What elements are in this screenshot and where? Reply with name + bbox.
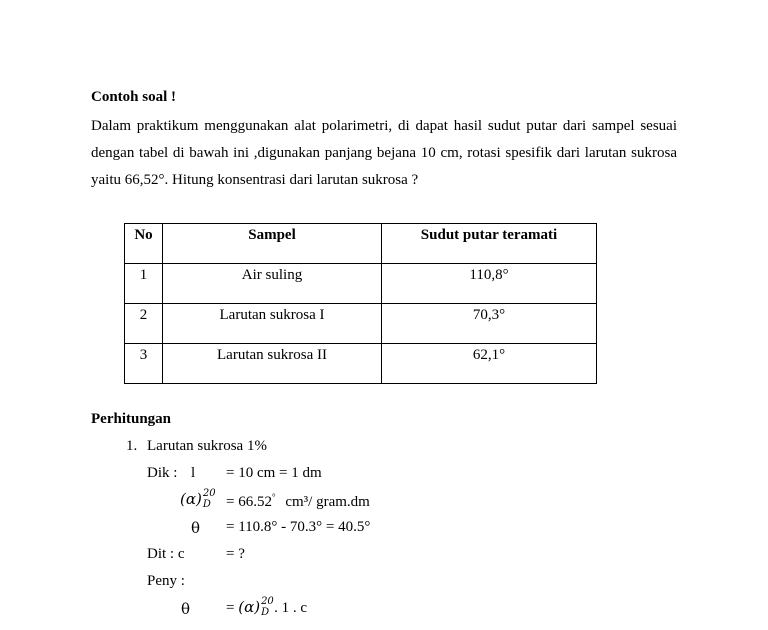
length-value: = 10 cm = 1 dm — [226, 465, 322, 481]
given-label: Dik : — [147, 465, 178, 481]
table-cell-angle: 110,8° — [382, 264, 597, 304]
item-title: Larutan sukrosa 1% — [147, 438, 267, 454]
table-cell-sample: Air suling — [163, 264, 382, 304]
table-header-angle: Sudut putar teramati — [382, 224, 597, 264]
item-number: 1. — [126, 438, 138, 454]
formula-rhs — [226, 595, 307, 618]
formula-sub: D — [261, 606, 270, 618]
problem-paragraph: Dalam praktikum menggunakan alat polarimetri, di dapat hasil sudut putar dari sampel sesuai dengan tabel di bawah ini ,digunakan panjang bejana 10 cm, rotasi spesifik dari larutan sukrosa yaitu 66,52°. Hitung konsentrasi dari larutan sukrosa ? — [91, 118, 677, 188]
sample-table — [124, 223, 597, 384]
table-header-sample: Sampel — [163, 224, 382, 264]
asked-value: = ? — [226, 546, 245, 562]
alpha-symbol: (α) — [180, 490, 202, 508]
table-cell-sample: Larutan sukrosa I — [163, 304, 382, 344]
asked-label: Dit : c — [147, 546, 185, 562]
solution-label: Peny : — [147, 573, 185, 589]
theta-value: = 110.8° - 70.3° = 40.5° — [226, 519, 371, 535]
table-cell-sample: Larutan sukrosa II — [163, 344, 382, 384]
specific-rotation-symbol — [180, 487, 216, 510]
table-row — [125, 264, 597, 304]
calculation-heading: Perhitungan — [91, 411, 172, 427]
alpha-unit: cm³/ gram.dm — [285, 494, 370, 510]
table-row — [125, 304, 597, 344]
formula-theta: θ — [181, 600, 191, 618]
alpha-degree: ° — [271, 492, 276, 502]
formula-sup-sub — [260, 595, 274, 618]
table-cell-angle: 70,3° — [382, 304, 597, 344]
table-row — [125, 344, 597, 384]
length-symbol: l — [191, 465, 196, 481]
alpha-sub: D — [202, 498, 211, 510]
alpha-sup-sub — [202, 487, 216, 510]
table-cell-no: 3 — [125, 344, 163, 384]
alpha-value: = 66.52 — [226, 494, 272, 510]
table-header-no: No — [125, 224, 163, 264]
formula-rest: . 1 . c — [274, 600, 307, 616]
alpha-sup: 20 — [202, 487, 216, 499]
table-header-row — [125, 224, 597, 264]
formula-equals: = — [226, 600, 239, 616]
specific-rotation-value — [226, 492, 370, 511]
formula-alpha: (α) — [238, 598, 261, 616]
table-cell-angle: 62,1° — [382, 344, 597, 384]
formula-sup: 20 — [261, 595, 274, 607]
table-cell-no: 1 — [125, 264, 163, 304]
table-cell-no: 2 — [125, 304, 163, 344]
example-heading: Contoh soal ! — [91, 89, 177, 105]
theta-symbol: θ — [191, 519, 201, 537]
